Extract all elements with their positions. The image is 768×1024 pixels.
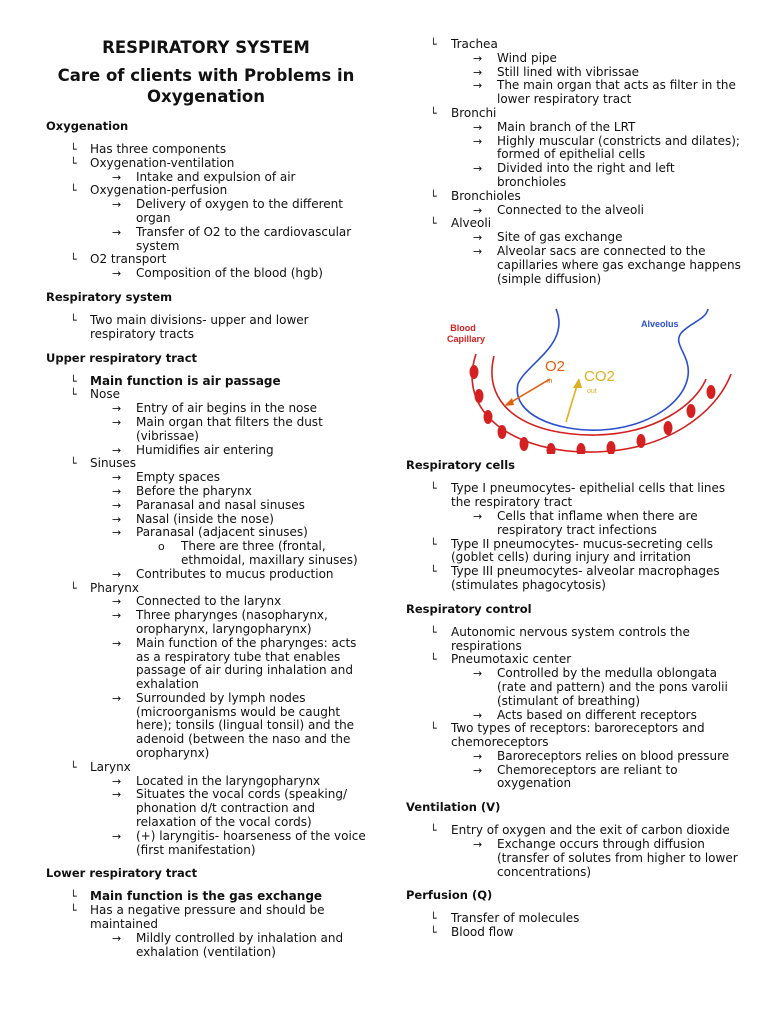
list-item-text: Bronchi [451,105,497,120]
list-item [406,626,746,654]
bullet-marker: → [473,763,483,777]
list-item [406,510,746,538]
co2-sub-label: out [587,388,597,396]
list-item [406,38,746,52]
list-item-text: Blood flow [451,925,514,940]
list-item [46,932,366,960]
section-list [406,482,746,592]
section-heading: Oxygenation [46,119,129,133]
list-item [46,526,366,540]
alveolus-label: Alveolus [641,319,679,330]
red-blood-cell [637,434,646,448]
o2-arrow [508,379,550,404]
bullet-marker: → [473,51,483,65]
list-item [46,416,366,444]
left-column [46,0,366,959]
list-item [406,764,746,792]
list-item [406,709,746,723]
list-item-text: Alveolar sacs are connected to the capillaries where gas exchange happens (simple diffusion) [497,243,741,286]
red-blood-cell [577,443,586,454]
list-item [406,245,746,286]
list-item-text: The main organ that acts as filter in the lower respiratory tract [497,78,736,107]
section-list [406,912,746,940]
bullet-marker: └ [430,824,437,838]
red-blood-cell [547,443,556,454]
bullet-marker: → [473,838,483,852]
section-heading: Upper respiratory tract [46,350,198,365]
list-item [46,402,366,416]
list-item-text: Paranasal and nasal sinuses [136,497,305,512]
section-heading: Respiratory control [406,601,532,616]
list-item-text: Main function is the gas exchange [90,889,323,904]
bullet-marker: └ [430,625,437,639]
list-item-text: Larynx [90,759,131,774]
list-item [46,471,366,485]
list-item [406,838,746,879]
red-blood-cell [484,410,493,424]
lower-tract-structures-list [406,38,746,286]
bullet-marker: └ [70,904,77,918]
bullet-marker: → [112,498,122,512]
list-item-text: Main function of the pharynges: acts as a respiratory tube that enables passage of air during inhalation and exhalation [136,635,357,692]
list-item [46,890,366,904]
list-item-text: Before the pharynx [136,483,252,498]
list-item-text: Oxygenation-perfusion [90,183,228,198]
bullet-marker: └ [430,653,437,667]
bullet-marker: └ [70,156,77,170]
bullet-marker: o [158,540,165,554]
capillary-label: Capillary [446,334,486,345]
list-item-text: Intake and expulsion of air [136,169,296,184]
list-item [46,184,366,198]
bullet-marker: → [112,931,122,945]
bullet-marker: → [473,79,483,93]
bullet-marker: └ [70,760,77,774]
list-item-text: Paranasal (adjacent sinuses) [136,525,308,540]
list-item [46,499,366,513]
list-item [406,190,746,204]
list-item [46,226,366,254]
bullet-marker: → [112,471,122,485]
bullet-marker: → [112,170,122,184]
list-item-text: Transfer of O2 to the cardiovascular system [136,224,352,253]
list-item-text: There are three (frontal, ethmoidal, maxillary sinuses) [181,539,358,567]
list-item [406,135,746,163]
list-item [406,926,746,940]
bullet-marker: → [112,402,122,416]
list-item-text: Site of gas exchange [497,230,623,245]
list-item [406,912,746,926]
list-item-text: Pneumotaxic center [451,652,572,667]
bullet-marker: → [112,636,122,650]
list-item-text: Located in the laryngopharynx [136,773,321,788]
section-heading: Respiratory system [46,289,173,304]
bullet-marker: └ [430,722,437,736]
list-item [46,457,366,471]
red-blood-cell [664,421,673,435]
bullet-marker: └ [70,457,77,471]
list-item-text: Divided into the right and left bronchioles [497,161,675,189]
o2-label: O2 [545,358,566,376]
right-sections [406,458,746,940]
list-item [46,830,366,858]
list-item-text: Entry of oxygen and the exit of carbon dioxide [451,823,730,838]
list-item-text: Trachea [451,37,498,51]
list-item-text: Sinuses [90,456,137,471]
list-item [46,775,366,789]
list-item [46,637,366,692]
bullet-marker: → [112,595,122,609]
co2-arrowhead [573,378,582,388]
list-item [46,513,366,527]
list-item [406,162,746,190]
co2-label: CO2 [584,368,615,386]
list-item [406,722,746,750]
list-item-text: Two types of receptors: baroreceptors and chemoreceptors [451,721,705,750]
red-blood-cell [520,437,529,451]
bullet-marker: → [473,667,483,681]
list-item [406,66,746,80]
list-item [406,653,746,667]
red-blood-cell [707,385,716,399]
list-item [406,538,746,566]
bullet-marker: → [473,231,483,245]
bullet-marker: → [112,829,122,843]
bullet-marker: → [112,691,122,705]
list-item-text: Type III pneumocytes- alveolar macrophages (stimulates phagocytosis) [451,564,720,592]
list-item [46,904,366,932]
list-item [46,444,366,458]
section-list [46,143,366,281]
list-item-text: Connected to the alveoli [497,202,644,217]
right-column [406,0,746,940]
list-item [406,52,746,66]
section-list [46,890,366,959]
list-item-text: Main organ that filters the dust (vibrissae) [136,414,323,443]
section-heading: Lower respiratory tract [46,866,198,881]
list-item-text: Exchange occurs through diffusion (transfer of solutes from higher to lower concentrations) [497,837,738,879]
list-item [46,171,366,185]
list-item [46,267,366,281]
list-item-text: Nose [90,387,120,402]
list-item-text: Situates the vocal cords (speaking/ phonation d/t contraction and relaxation of the vocal cords) [136,787,348,830]
list-item-text: Nasal (inside the nose) [136,511,274,526]
list-item [406,79,746,107]
list-item-text: Main function is air passage [90,373,281,388]
bullet-marker: └ [430,189,437,203]
list-item [46,485,366,499]
list-item [406,667,746,708]
list-item-text: Main branch of the LRT [497,119,636,134]
list-item-text: Highly muscular (constricts and dilates); formed of epithelial cells [497,133,740,162]
list-item-text: Baroreceptors relies on blood pressure [497,748,730,763]
bullet-marker: → [473,509,483,523]
list-item [46,388,366,402]
list-item-text: Contributes to mucus production [136,566,334,581]
page-title: RESPIRATORY SYSTEM [102,38,310,57]
list-item-text: Bronchioles [451,188,521,203]
list-item [46,595,366,609]
list-item [406,231,746,245]
section-list [406,824,746,879]
list-item [46,582,366,596]
bullet-marker: → [473,244,483,258]
list-item [46,568,366,582]
list-item-text: O2 transport [90,252,167,267]
bullet-marker: → [473,708,483,722]
bullet-marker: └ [430,537,437,551]
red-blood-cell [607,441,616,454]
bullet-marker: └ [430,482,437,496]
red-blood-cell [470,365,479,379]
page-subtitle: Care of clients with Problems in Oxygenation [57,66,355,106]
bullet-marker: └ [70,184,77,198]
section-heading: Respiratory cells [406,458,516,473]
bullet-marker: → [112,609,122,623]
bullet-marker: └ [430,912,437,926]
list-item [406,565,746,593]
list-item [46,761,366,775]
gas-exchange-diagram [406,304,736,454]
list-item-text: Wind pipe [497,50,557,65]
bullet-marker: └ [70,890,77,904]
bullet-marker: → [112,443,122,457]
list-item-text: Oxygenation-ventilation [90,155,235,170]
bullet-marker: └ [70,253,77,267]
list-item [46,253,366,267]
bullet-marker: └ [70,581,77,595]
bullet-marker: └ [70,388,77,402]
list-item-text: Composition of the blood (hgb) [136,266,323,281]
bullet-marker: → [473,120,483,134]
list-item-text: Chemoreceptors are reliant to oxygenation [497,762,678,791]
list-item [46,314,366,342]
bullet-marker: → [473,162,483,176]
section-list [46,314,366,342]
list-item-text: Has a negative pressure and should be maintained [90,903,325,932]
list-item-text: Acts based on different receptors [497,707,697,722]
bullet-marker: └ [70,374,77,388]
bullet-marker: → [112,526,122,540]
bullet-marker: → [112,788,122,802]
list-item-text: Still lined with vibrissae [497,64,640,79]
section-heading: Ventilation (V) [406,800,501,815]
bullet-marker: └ [430,38,437,51]
bullet-marker: → [473,134,483,148]
list-item [46,198,366,226]
red-blood-cell [687,404,696,418]
bullet-marker: → [112,225,122,239]
list-item [406,217,746,231]
bullet-marker: → [473,749,483,763]
o2-sub-label: in [547,378,553,386]
bullet-marker: └ [430,565,437,579]
list-item-text: Two main divisions- upper and lower respiratory tracts [90,312,309,341]
section-list [406,626,746,792]
list-item-text: Controlled by the medulla oblongata (rate and pattern) and the pons varolii (stimulant of breathing) [497,666,728,708]
list-item-text: Surrounded by lymph nodes (microorganisms would be caught here); tonsils (lingual tonsil) and the adenoid (between the naso and the oropharynx) [136,690,355,761]
list-item [406,204,746,218]
bullet-marker: → [112,774,122,788]
blood-label: Blood [450,323,476,334]
bullet-marker: └ [70,313,77,327]
bullet-marker: → [473,203,483,217]
list-item-text: Three pharynges (nasopharynx, oropharynx, laryngopharynx) [136,608,328,636]
list-item-text: Alveoli [451,216,492,231]
list-item-text: Mildly controlled by inhalation and exhalation (ventilation) [136,930,344,959]
o2-arrowhead [504,398,514,406]
list-item [406,107,746,121]
bullet-marker: └ [430,926,437,940]
bullet-marker: └ [70,143,77,156]
list-item [46,143,366,157]
bullet-marker: └ [430,217,437,231]
bullet-marker: → [112,198,122,212]
bullet-marker: → [112,415,122,429]
list-item-text: Empty spaces [136,470,220,485]
list-item [406,121,746,135]
list-item [46,692,366,761]
list-item [46,609,366,637]
bullet-marker: → [112,267,122,281]
list-item [46,540,366,568]
list-item-text: (+) laryngitis- hoarseness of the voice (first manifestation) [136,828,366,857]
list-item [46,375,366,389]
bullet-marker: → [112,484,122,498]
section-heading: Perfusion (Q) [406,888,493,903]
list-item-text: Humidifies air entering [136,442,274,457]
list-item-text: Pharynx [90,580,139,595]
bullet-marker: → [473,65,483,79]
bullet-marker: → [112,512,122,526]
list-item-text: Entry of air begins in the nose [136,401,318,416]
section-list [46,375,366,858]
list-item-text: Cells that inflame when there are respiratory tract infections [497,508,698,537]
list-item-text: Type II pneumocytes- mucus-secreting cells (goblet cells) during injury and irritation [451,536,714,565]
list-item [46,788,366,829]
list-item-text: Transfer of molecules [451,911,580,926]
bullet-marker: → [112,567,122,581]
list-item [406,482,746,510]
list-item [46,157,366,171]
list-item [406,824,746,838]
list-item-text: Delivery of oxygen to the different organ [136,197,343,225]
left-sections [46,107,366,959]
list-item [406,750,746,764]
red-blood-cell [498,425,507,439]
list-item-text: Has three components [90,142,227,156]
list-item-text: Connected to the larynx [136,594,282,609]
red-blood-cell [475,389,484,403]
bullet-marker: └ [430,106,437,120]
list-item-text: Type I pneumocytes- epithelial cells that lines the respiratory tract [451,481,726,510]
list-item-text: Autonomic nervous system controls the respirations [451,624,690,653]
